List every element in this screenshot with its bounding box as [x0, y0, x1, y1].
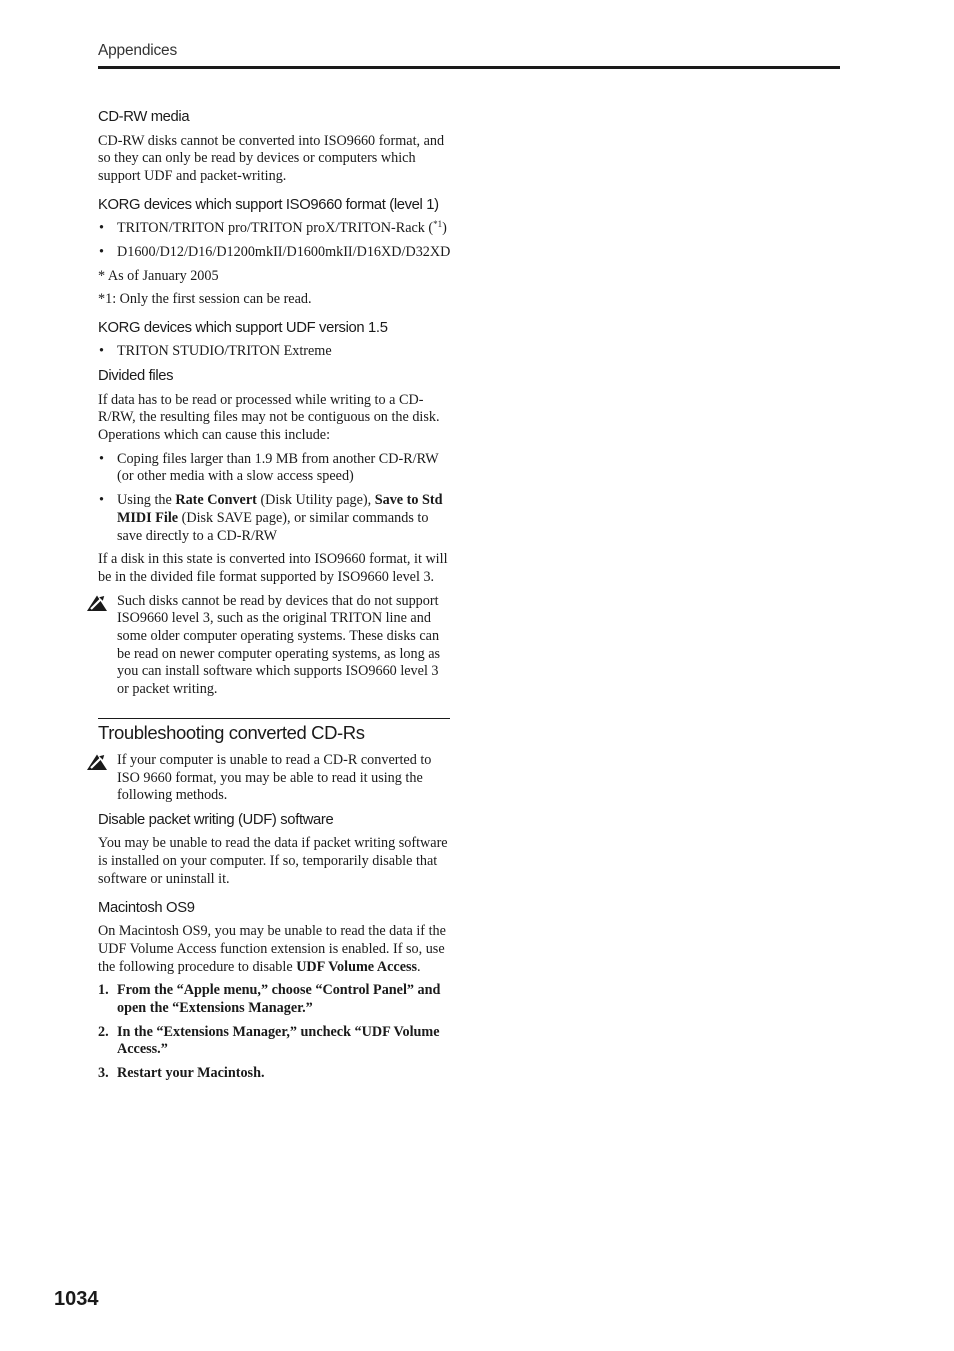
list-item-text: Using the	[117, 492, 176, 509]
paragraph-cdrw: CD-RW disks cannot be converted into ISO9660 format, and so they can only be read by devices or computers which support UDF and packet-writing.	[98, 132, 445, 184]
heading-udf-devices: KORG devices which support UDF version 1.5	[98, 319, 388, 336]
step-text: From the “Apple menu,” choose “Control Panel” and open the “Extensions Manager.”	[117, 982, 441, 1016]
bullet: •	[99, 343, 104, 360]
command-rate-convert: Rate Convert	[175, 492, 257, 509]
heading-cdrw-media: CD-RW media	[98, 109, 190, 125]
step-number: 2.	[98, 1023, 109, 1040]
bullet: •	[99, 450, 104, 467]
step-text: Restart your Macintosh.	[117, 1065, 265, 1082]
list-item-text: Coping files larger than 1.9 MB from another CD-R/RW (or other media with a slow access speed)	[117, 450, 439, 485]
bullet: •	[99, 243, 104, 260]
list-item-text: D1600/D12/D16/D1200mkII/D1600mkII/D16XD/D32XD	[117, 243, 451, 260]
step-item	[98, 982, 450, 1017]
paragraph-divided: If data has to be read or processed while writing to a CD-R/RW, the resulting files may not be contiguous on the disk. Operations which can cause this include:	[98, 391, 440, 444]
list-item-text: TRITON/TRITON pro/TRITON proX/TRITON-Rack (	[117, 220, 434, 237]
heading-troubleshooting: Troubleshooting converted CD-Rs	[98, 721, 365, 743]
caution-note	[98, 593, 450, 699]
list-item-text: TRITON STUDIO/TRITON Extreme	[117, 343, 332, 360]
heading-divided-files: Divided files	[98, 368, 174, 385]
caution-text: If your computer is unable to read a CD-R converted to ISO 9660 format, you may be able to read it using the following methods.	[117, 751, 432, 804]
list-item-text: (Disk SAVE page), or similar commands to save directly to a CD-R/RW	[117, 509, 429, 544]
paragraph-divided-after: If a disk in this state is converted into ISO9660 format, it will be in the divided file format supported by ISO9660 level 3.	[98, 551, 448, 585]
bullet: •	[99, 492, 104, 509]
list-item	[98, 492, 450, 545]
footnote-ref: *1	[433, 219, 443, 230]
udf-device-list	[98, 343, 450, 361]
running-header: Appendices	[98, 42, 178, 59]
paragraph-mac	[98, 923, 450, 976]
section-rule	[98, 718, 450, 719]
list-item	[98, 220, 450, 238]
section-troubleshooting	[98, 718, 450, 744]
bullet: •	[99, 220, 104, 237]
procedure-steps	[98, 982, 450, 1083]
caution-note	[98, 752, 450, 805]
step-item	[98, 1065, 450, 1083]
step-number: 1.	[98, 982, 109, 999]
paragraph-text-end: .	[417, 958, 421, 975]
footnote-date: * As of January 2005	[98, 267, 219, 284]
step-text: In the “Extensions Manager,” uncheck “UDF Volume Access.”	[117, 1023, 440, 1058]
list-item	[98, 451, 450, 486]
header-rule	[98, 66, 840, 69]
iso9660-device-list	[98, 220, 450, 261]
list-item	[98, 343, 450, 361]
paragraph-text: On Macintosh OS9, you may be unable to read the data if the UDF Volume Access function extension is enabled. If so, use the following procedure to disable	[98, 923, 446, 975]
paragraph-packet: You may be unable to read the data if packet writing software is installed on your computer. If so, temporarily disable that software or uninstall it.	[98, 835, 448, 887]
caution-icon	[86, 594, 108, 612]
udf-volume-access: UDF Volume Access	[296, 958, 418, 975]
caution-icon	[86, 753, 108, 771]
divided-causes-list	[98, 451, 450, 546]
list-item-text-end: )	[442, 220, 447, 237]
step-number: 3.	[98, 1065, 109, 1082]
heading-iso9660-devices: KORG devices which support ISO9660 format (level 1)	[98, 196, 439, 213]
step-item	[98, 1024, 450, 1059]
heading-disable-packet-writing: Disable packet writing (UDF) software	[98, 811, 334, 828]
heading-macintosh-os9: Macintosh OS9	[98, 899, 195, 916]
page-number: 1034	[54, 1288, 99, 1310]
main-column	[98, 108, 450, 1089]
list-item	[98, 244, 450, 262]
command-save-std-midi: Save to Std MIDI File	[117, 492, 443, 526]
caution-text: Such disks cannot be read by devices that do not support ISO9660 level 3, such as the original TRITON line and some older computer operating systems. These disks can be read on newer computer operating systems, as long as you can install software which supports ISO9660 level 3 or packet writing.	[117, 592, 441, 698]
footnote-session: *1: Only the first session can be read.	[98, 291, 312, 308]
list-item-text: (Disk Utility page),	[256, 492, 375, 509]
